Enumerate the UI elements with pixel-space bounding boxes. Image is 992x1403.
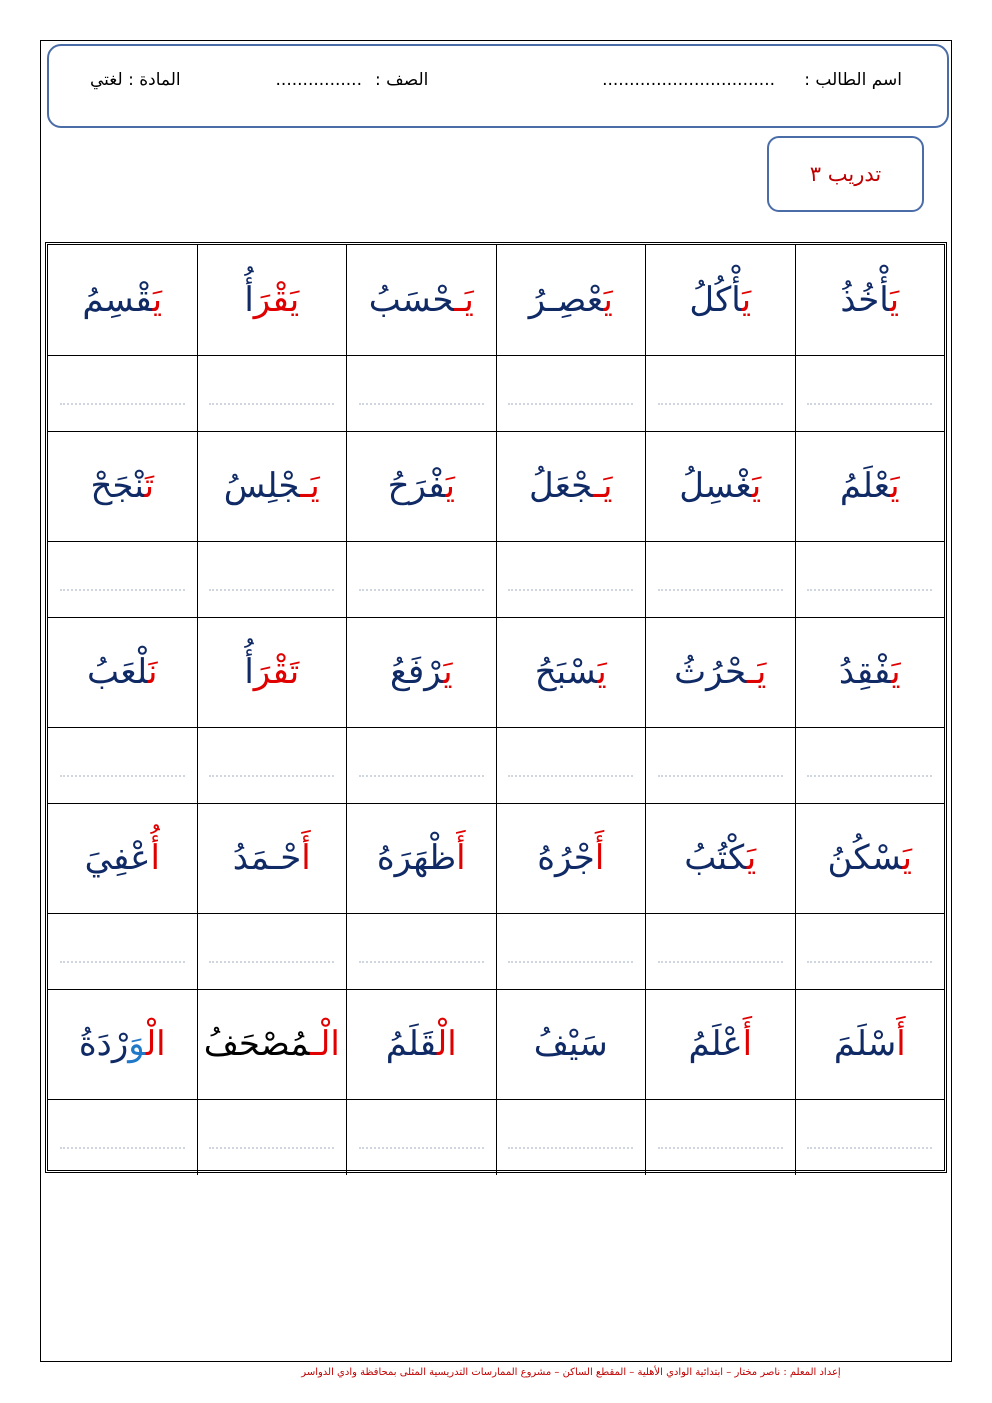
word-segment: سَ xyxy=(579,1024,608,1064)
word xyxy=(90,466,154,506)
word-cell xyxy=(346,617,496,727)
dotted-writing-line xyxy=(508,1125,633,1149)
word xyxy=(840,466,900,506)
word-row xyxy=(48,989,944,1099)
dotted-writing-line xyxy=(359,381,484,405)
writing-row xyxy=(48,541,944,617)
word-segment: يَـ xyxy=(746,652,767,692)
writing-cell[interactable] xyxy=(197,913,347,989)
writing-cell[interactable] xyxy=(795,355,945,431)
word-cell xyxy=(645,989,795,1099)
writing-cell[interactable] xyxy=(645,913,795,989)
word-segment: الْ xyxy=(145,1024,166,1064)
word-segment: فْقِدُ xyxy=(838,652,892,692)
writing-cell[interactable] xyxy=(645,355,795,431)
word xyxy=(377,838,466,878)
word-segment: يَ xyxy=(597,652,607,692)
dotted-writing-line xyxy=(807,1125,932,1149)
word-cell xyxy=(645,617,795,727)
word-segment: تَقْرَ xyxy=(253,652,300,692)
word xyxy=(839,652,901,692)
student-name-label: اسم الطالب : xyxy=(804,70,902,90)
word-segment: أُ xyxy=(244,652,254,692)
word-segment: يَ xyxy=(152,280,163,320)
dotted-writing-line xyxy=(209,567,334,591)
writing-cell[interactable] xyxy=(48,727,197,803)
word-cell xyxy=(496,617,646,727)
word-segment: تَ xyxy=(144,466,155,506)
word-segment: يَ xyxy=(741,280,752,320)
writing-cell[interactable] xyxy=(645,1099,795,1175)
writing-cell[interactable] xyxy=(197,727,347,803)
word-cell xyxy=(795,803,945,913)
dotted-writing-line xyxy=(658,381,783,405)
dotted-writing-line xyxy=(807,567,932,591)
writing-cell[interactable] xyxy=(795,541,945,617)
word-segment: يَ xyxy=(902,838,912,878)
word-segment: جْعَلُ xyxy=(528,466,594,506)
word-segment: قَلَمُ xyxy=(385,1024,437,1064)
word xyxy=(204,1024,340,1064)
writing-cell[interactable] xyxy=(346,1099,496,1175)
word-segment: يَ xyxy=(751,466,762,506)
writing-cell[interactable] xyxy=(48,355,197,431)
dotted-writing-line xyxy=(60,753,185,777)
word-cell xyxy=(48,617,197,727)
word-segment: يَقْرَ xyxy=(253,280,300,320)
word-segment: أَ xyxy=(456,838,466,878)
dotted-writing-line xyxy=(359,567,484,591)
word-cell xyxy=(346,245,496,355)
word xyxy=(684,838,756,878)
word-segment: جْلِسُ xyxy=(223,466,301,506)
word-segment: جْرُهُ xyxy=(537,838,595,878)
writing-cell[interactable] xyxy=(346,913,496,989)
word-segment: قْسِمُ xyxy=(82,280,153,320)
dotted-writing-line xyxy=(209,381,334,405)
writing-cell[interactable] xyxy=(496,727,646,803)
writing-cell[interactable] xyxy=(48,1099,197,1175)
word-segment: يَ xyxy=(889,280,900,320)
word xyxy=(537,838,604,878)
writing-row xyxy=(48,727,944,803)
dotted-writing-line xyxy=(209,939,334,963)
word-segment: أْكُلُ xyxy=(689,280,742,320)
dotted-writing-line xyxy=(807,939,932,963)
dotted-writing-line xyxy=(359,939,484,963)
word-cell xyxy=(496,803,646,913)
dotted-writing-line xyxy=(359,753,484,777)
dotted-writing-line xyxy=(658,939,783,963)
word-cell xyxy=(795,617,945,727)
word-segment: مُصْحَفُ xyxy=(203,1024,310,1064)
word-row xyxy=(48,803,944,913)
word xyxy=(534,1024,608,1064)
dotted-writing-line xyxy=(807,753,932,777)
word-grid xyxy=(45,242,947,1173)
word xyxy=(386,1024,457,1064)
word xyxy=(369,280,474,320)
word-cell xyxy=(496,245,646,355)
dotted-writing-line xyxy=(508,567,633,591)
word-segment: حْسَبُ xyxy=(368,280,455,320)
word-cell xyxy=(346,803,496,913)
word xyxy=(87,652,158,692)
word-segment: يَـ xyxy=(593,466,613,506)
word-cell xyxy=(346,431,496,541)
word-cell xyxy=(197,803,347,913)
word-cell xyxy=(645,803,795,913)
writing-cell[interactable] xyxy=(795,913,945,989)
writing-cell[interactable] xyxy=(197,355,347,431)
writing-cell[interactable] xyxy=(346,355,496,431)
word-cell xyxy=(197,431,347,541)
word-segment: يَـ xyxy=(454,280,474,320)
word-segment: الْ xyxy=(436,1024,457,1064)
writing-cell[interactable] xyxy=(346,541,496,617)
word-segment: حْـمَدُ xyxy=(232,838,302,878)
word xyxy=(688,1024,752,1064)
dotted-writing-line xyxy=(807,381,932,405)
word-segment: أْخُذُ xyxy=(840,280,890,320)
word-cell xyxy=(496,431,646,541)
word-segment: يَ xyxy=(445,466,455,506)
word-cell xyxy=(197,989,347,1099)
word-segment: يْفُ xyxy=(533,1024,580,1064)
word-cell xyxy=(346,989,496,1099)
word-segment: يَ xyxy=(890,466,900,506)
writing-cell[interactable] xyxy=(496,913,646,989)
dotted-writing-line xyxy=(60,1125,185,1149)
word xyxy=(529,280,613,320)
dotted-writing-line xyxy=(60,567,185,591)
word-segment: أَ xyxy=(301,838,311,878)
word-segment: وَ xyxy=(128,1024,146,1064)
word-cell xyxy=(795,989,945,1099)
word-segment: نْجَحْ xyxy=(90,466,145,506)
word xyxy=(834,1024,906,1064)
exercise-title: تدريب ٣ xyxy=(809,162,882,186)
word-row xyxy=(48,245,944,355)
word-segment: أُ xyxy=(150,838,160,878)
word xyxy=(390,652,453,692)
word-segment: سْكُنُ xyxy=(827,838,903,878)
word-segment: يَـ xyxy=(300,466,320,506)
word-segment: رْدَةُ xyxy=(78,1024,129,1064)
writing-cell[interactable] xyxy=(795,727,945,803)
word xyxy=(535,652,607,692)
dotted-writing-line xyxy=(60,939,185,963)
word-segment: أَ xyxy=(742,1024,753,1064)
word-segment: الْـ xyxy=(310,1024,340,1064)
word-segment: يَ xyxy=(746,838,757,878)
dotted-writing-line xyxy=(508,381,633,405)
writing-cell[interactable] xyxy=(48,913,197,989)
word-segment: لْعَبُ xyxy=(86,652,149,692)
word-segment: نَ xyxy=(148,652,158,692)
word-row xyxy=(48,617,944,727)
word-segment: يَ xyxy=(443,652,453,692)
word-cell xyxy=(197,617,347,727)
word-cell xyxy=(795,431,945,541)
subject-label: المادة : لغتي xyxy=(90,70,181,90)
word-segment: سْلَمَ xyxy=(833,1024,897,1064)
word xyxy=(388,466,455,506)
word-segment: سْبَحُ xyxy=(534,652,598,692)
word-segment: ظْهَرَهُ xyxy=(376,838,457,878)
dotted-writing-line xyxy=(60,381,185,405)
word-segment: فْرَحُ xyxy=(387,466,446,506)
word-segment: غْسِلُ xyxy=(679,466,752,506)
class-field[interactable]: ................ xyxy=(275,70,362,90)
word-segment: عْلَمُ xyxy=(839,466,891,506)
word-cell xyxy=(48,803,197,913)
word xyxy=(82,280,162,320)
writing-cell[interactable] xyxy=(346,727,496,803)
word-segment: حْرُثُ xyxy=(674,652,747,692)
word xyxy=(840,280,899,320)
word xyxy=(828,838,912,878)
word-cell xyxy=(197,245,347,355)
word xyxy=(85,838,160,878)
writing-cell[interactable] xyxy=(795,1099,945,1175)
word-segment: عْصِـرُ xyxy=(528,280,604,320)
writing-cell[interactable] xyxy=(645,541,795,617)
footer-text: إعداد المعلم : ناصر مختار – ابتدائية الوادي الأهلية – المقطع الساكن – مشروع الممارسات التدريسية المثلى بمحافظة وادي الدواسر xyxy=(301,1367,841,1378)
word-segment: أَ xyxy=(896,1024,906,1064)
word-cell xyxy=(795,245,945,355)
dotted-writing-line xyxy=(658,1125,783,1149)
writing-cell[interactable] xyxy=(496,541,646,617)
footer-credit xyxy=(0,1367,992,1378)
writing-cell[interactable] xyxy=(197,541,347,617)
dotted-writing-line xyxy=(508,939,633,963)
writing-cell[interactable] xyxy=(48,541,197,617)
exercise-box xyxy=(767,136,924,212)
word xyxy=(244,652,299,692)
class-label: الصف : xyxy=(375,70,429,90)
writing-cell[interactable] xyxy=(496,355,646,431)
word-cell xyxy=(48,431,197,541)
word-segment: كْتُبُ xyxy=(684,838,747,878)
word xyxy=(529,466,613,506)
word-segment: يَ xyxy=(891,652,901,692)
word xyxy=(689,280,751,320)
word-segment: عْفِيَ xyxy=(84,838,151,878)
word xyxy=(233,838,311,878)
writing-row xyxy=(48,355,944,431)
word xyxy=(679,466,761,506)
dotted-writing-line xyxy=(209,753,334,777)
dotted-writing-line xyxy=(658,567,783,591)
word-segment: أَ xyxy=(594,838,605,878)
word-cell xyxy=(48,245,197,355)
word-row xyxy=(48,431,944,541)
writing-row xyxy=(48,913,944,989)
word-segment: أُ xyxy=(244,280,254,320)
writing-row xyxy=(48,1099,944,1175)
word-cell xyxy=(645,431,795,541)
word-segment: يَ xyxy=(603,280,613,320)
word-cell xyxy=(496,989,646,1099)
writing-cell[interactable] xyxy=(496,1099,646,1175)
dotted-writing-line xyxy=(359,1125,484,1149)
word-cell xyxy=(645,245,795,355)
word xyxy=(244,280,299,320)
dotted-writing-line xyxy=(209,1125,334,1149)
word-segment: رْفَعُ xyxy=(389,652,444,692)
word xyxy=(224,466,320,506)
writing-cell[interactable] xyxy=(197,1099,347,1175)
word xyxy=(79,1024,166,1064)
writing-cell[interactable] xyxy=(645,727,795,803)
word xyxy=(674,652,766,692)
word-segment: عْلَمُ xyxy=(688,1024,743,1064)
dotted-writing-line xyxy=(658,753,783,777)
dotted-writing-line xyxy=(508,753,633,777)
student-name-field[interactable]: ................................ xyxy=(602,70,775,90)
word-cell xyxy=(48,989,197,1099)
